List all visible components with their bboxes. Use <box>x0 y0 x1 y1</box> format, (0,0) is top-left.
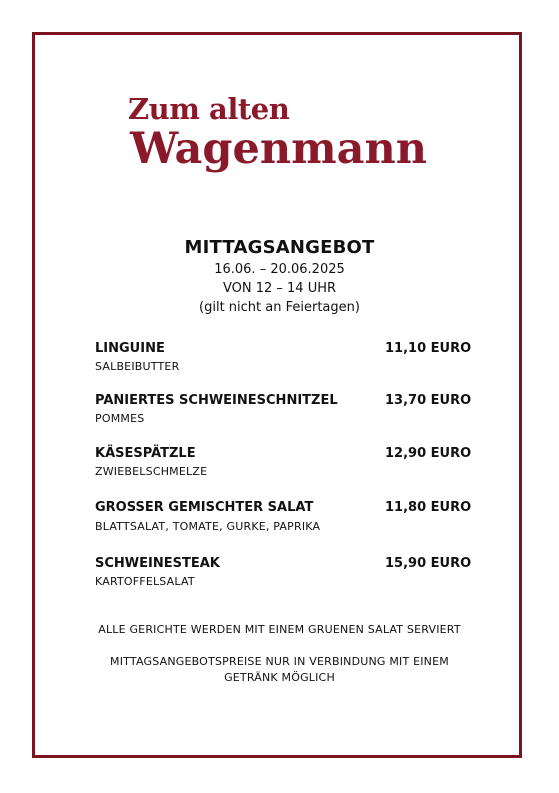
dish-name: KÄSESPÄTZLE <box>95 446 196 461</box>
salad-note <box>0 622 559 638</box>
dish-price: 15,90 EURO <box>385 556 472 571</box>
dish-price: 11,10 EURO <box>385 341 472 356</box>
logo-line-zum-alten: Zum alten <box>128 92 290 126</box>
dish-description: POMMES <box>95 412 145 425</box>
dish-name: GROSSER GEMISCHTER SALAT <box>95 500 314 515</box>
menu-item-schweinesteak <box>95 555 472 588</box>
logo-line-wagenmann: Wagenmann <box>130 124 427 174</box>
dish-name: PANIERTES SCHWEINESCHNITZEL <box>95 393 338 408</box>
menu-item-kaesespaetzle <box>95 445 472 478</box>
dish-description: BLATTSALAT, TOMATE, GURKE, PAPRIKA <box>95 520 321 533</box>
price-note-line-2: GETRÄNK MÖGLICH <box>224 671 335 684</box>
dish-description: SALBEIBUTTER <box>95 360 180 373</box>
dish-price: 11,80 EURO <box>385 500 472 515</box>
dish-name: SCHWEINESTEAK <box>95 556 220 571</box>
price-note <box>0 654 559 686</box>
holiday-note: (gilt nicht an Feiertagen) <box>199 300 360 315</box>
dish-price: 12,90 EURO <box>385 446 472 461</box>
menu-item-salat <box>95 499 472 533</box>
dish-name: LINGUINE <box>95 341 165 356</box>
price-note-line-1: MITTAGSANGEBOTSPREISE NUR IN VERBINDUNG MIT EINEM <box>110 655 449 668</box>
date-range: 16.06. – 20.06.2025 <box>214 262 345 277</box>
dish-price: 13,70 EURO <box>385 393 472 408</box>
dish-description: KARTOFFELSALAT <box>95 575 195 588</box>
dish-description: ZWIEBELSCHMELZE <box>95 465 208 478</box>
menu-item-linguine <box>95 340 472 373</box>
page-title: MITTAGSANGEBOT <box>184 237 375 258</box>
salad-note-text: ALLE GERICHTE WERDEN MIT EINEM GRUENEN SALAT SERVIERT <box>98 623 461 636</box>
serving-hours: VON 12 – 14 UHR <box>222 281 337 296</box>
menu-header <box>0 236 559 317</box>
menu-item-schnitzel <box>95 392 472 425</box>
